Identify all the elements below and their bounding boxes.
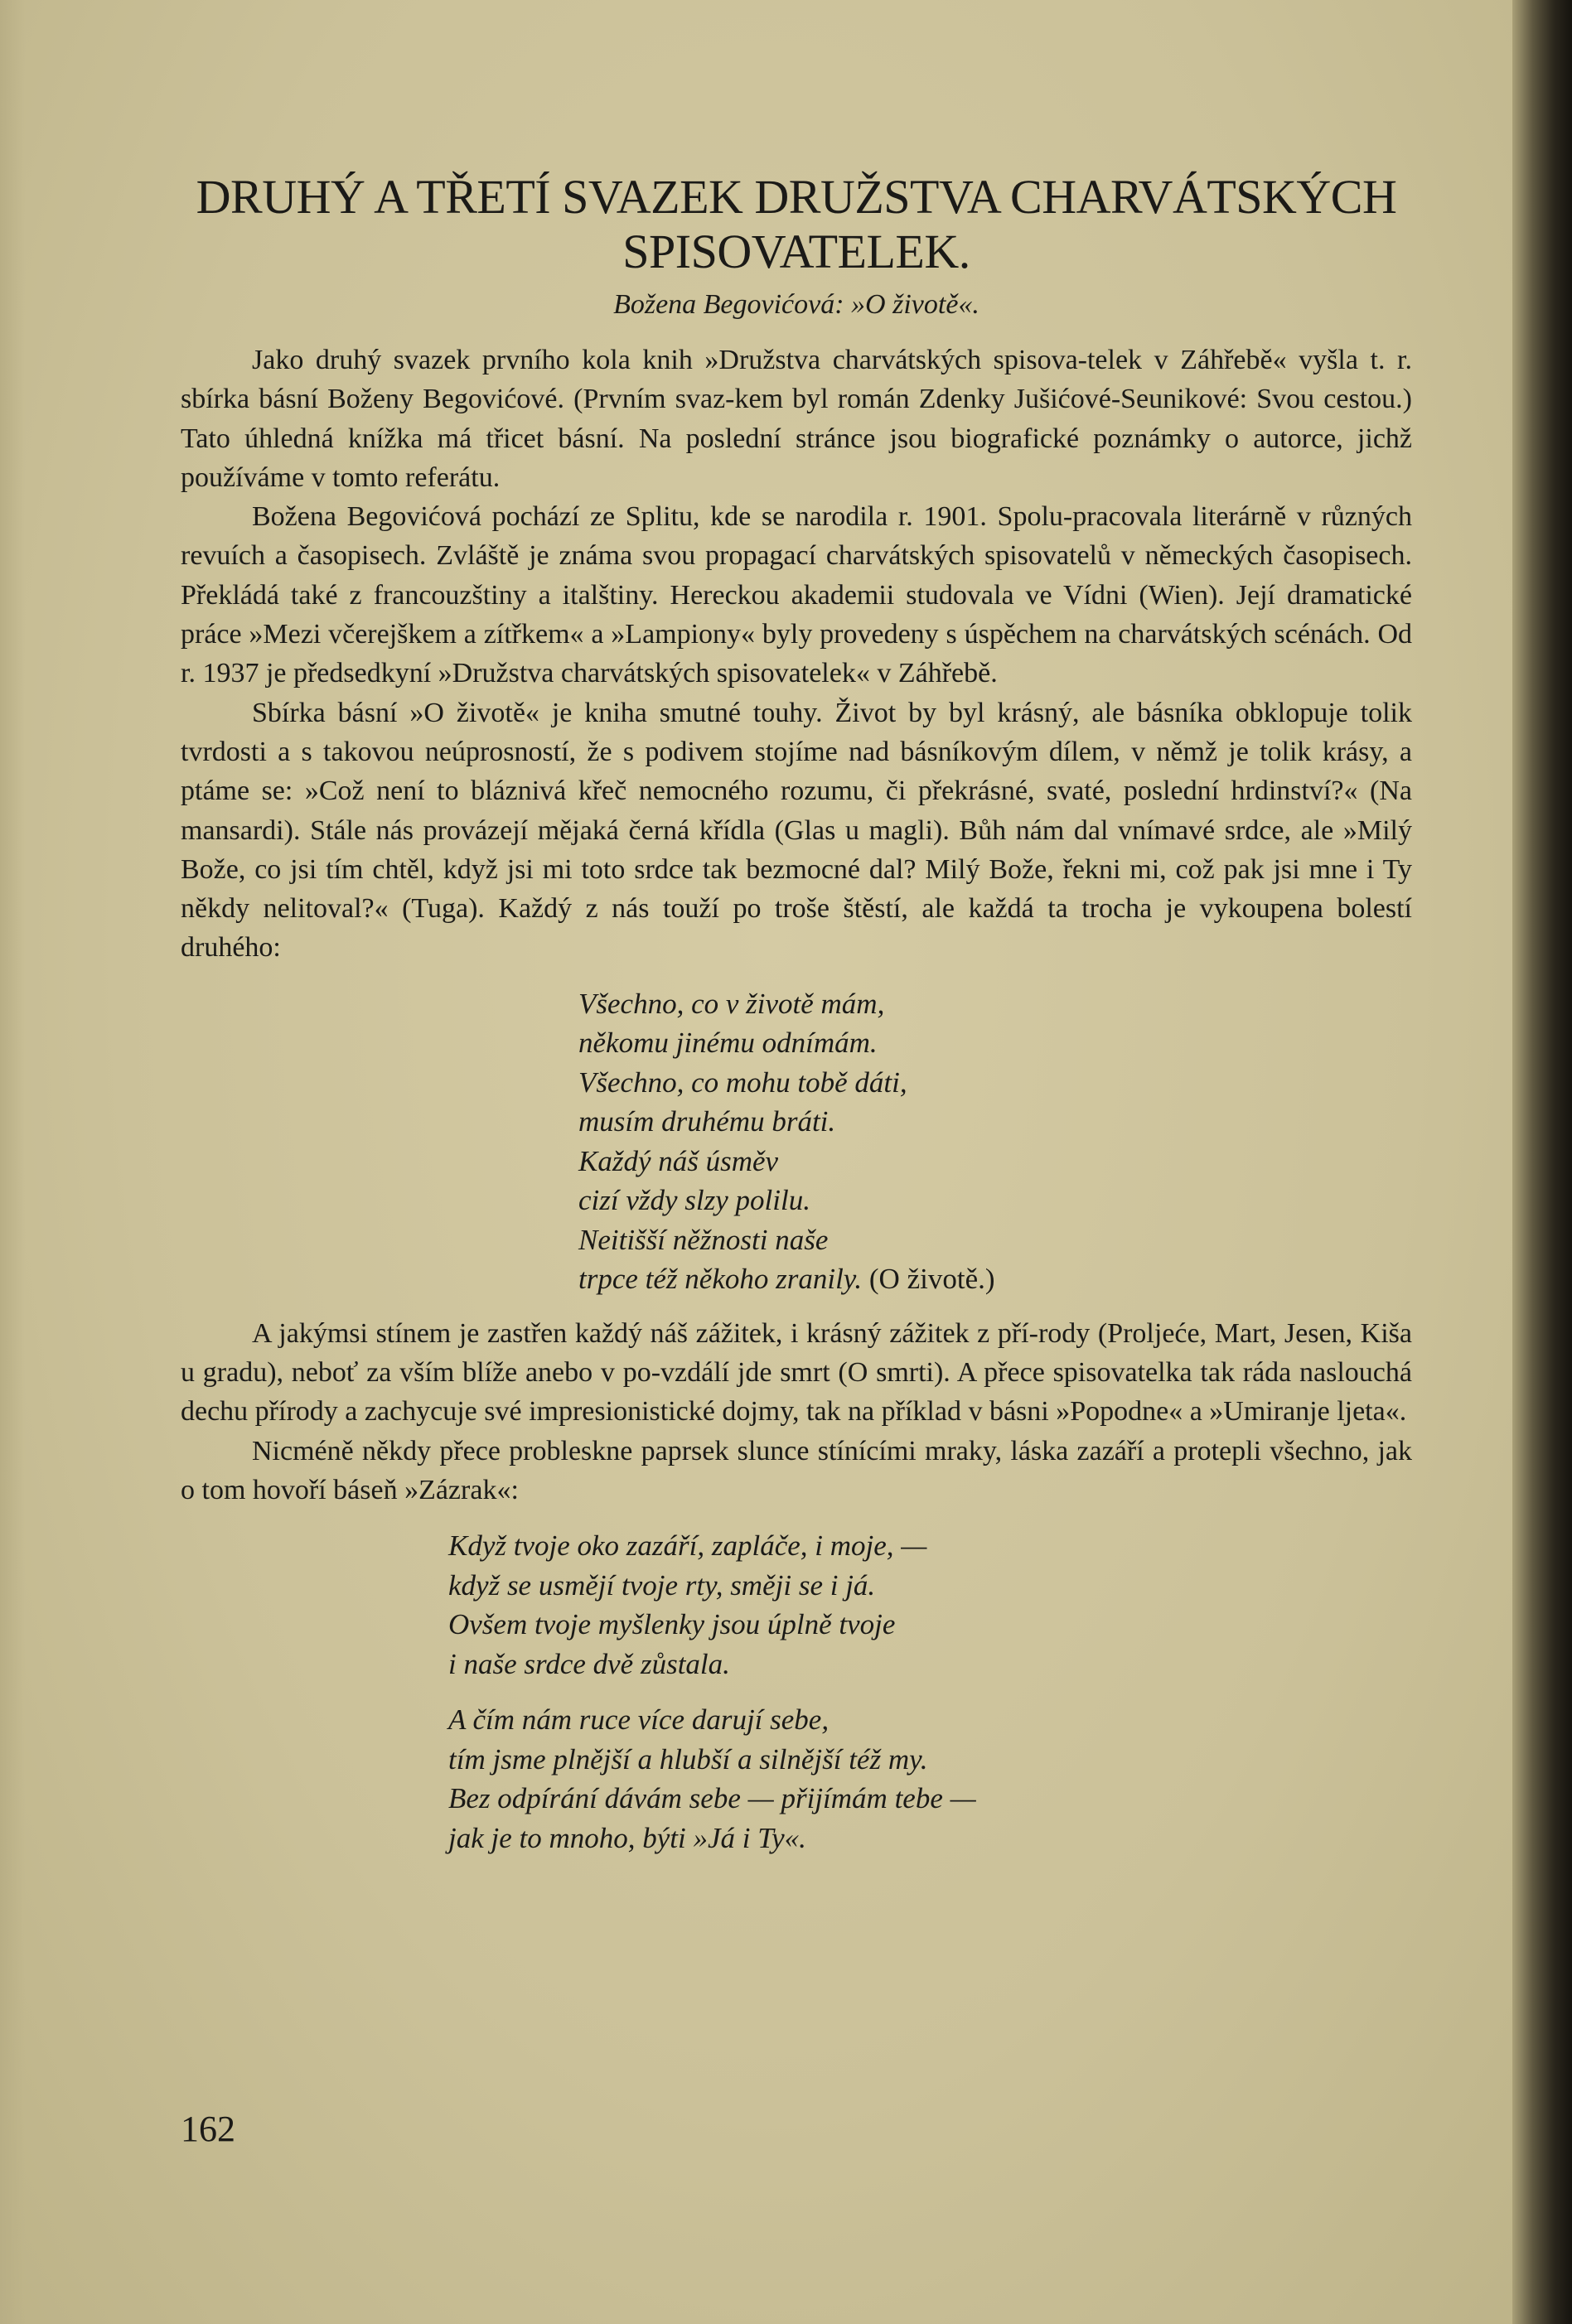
paragraph-4: A jakýmsi stínem je zastřen každý náš zážitek, i krásný zážitek z pří-rody (Proljeće, Mart, Jesen, Kiša u gradu), neboť za vším blíže anebo v po-vzdálí jde smrt (O smrti). A přece spisovatelka tak ráda naslouchá dechu přírody a zachycuje své impresionistické dojmy, tak na příklad v básni »Popodne« a »Umiranje ljeta«. bbox=[181, 1317, 1412, 1428]
article bbox=[181, 170, 1412, 1872]
page-left-edge bbox=[0, 0, 25, 2324]
book-spine-shadow bbox=[1512, 0, 1572, 2324]
poem-line: někomu jinému odnímám. bbox=[578, 1027, 878, 1060]
poem-line: Každý náš úsměv bbox=[578, 1144, 779, 1177]
poem-line: Všechno, co v životě mám, bbox=[578, 987, 885, 1020]
poem-line: Všechno, co mohu tobě dáti, bbox=[578, 1065, 907, 1099]
poem-line-text: trpce též někoho zranily. bbox=[578, 1263, 863, 1296]
poem-line-last bbox=[578, 1259, 1412, 1299]
poem-line: A čím nám ruce více darují sebe, bbox=[448, 1703, 830, 1737]
poem-line: i naše srdce dvě zůstala. bbox=[448, 1647, 730, 1680]
poem-line: tím jsme plnější a hlubší a silnější též my. bbox=[448, 1742, 928, 1776]
paragraph-3: Sbírka básní »O životě« je kniha smutné touhy. Život by byl krásný, ale básníka obklopuje tolik tvrdosti a s takovou neúprosností, že s podivem stojíme nad básníkovým dílem, v němž je tolik krásy, a ptáme se: »Což není to bláznivá křeč nemocného rozumu, či překrásné, svaté, poslední hrdinství?« (Na mansardi). Stále nás provázejí mějaká černá křídla (Glas u magli). Bůh nám dal vnímavé srdce, ale »Milý Bože, co jsi tím chtěl, když jsi mi toto srdce tak bezmocné dal? Milý Bože, řekni mi, což pak jsi mne i Ty někdy nelitoval?« (Tuga). Každý z nás touží po troše štěstí, ale každá ta trocha je vykoupena bolestí druhého: bbox=[181, 697, 1412, 964]
poem-line: Bez odpírání dávám sebe — přijímám tebe — bbox=[448, 1782, 976, 1815]
article-subtitle: Božena Begovićová: »O životě«. bbox=[613, 289, 979, 320]
paragraph-1: Jako druhý svazek prvního kola knih »Družstva charvátských spisova-telek v Záhřebě« vyšla t. r. sbírka básní Boženy Begovićové. (Prvním svaz-kem byl román Zdenky Jušićové-Seunikové: Svou cestou.) Tato úhledná knížka má třicet básní. Na poslední stránce jsou biografické poznámky o autorce, jichž používáme v tomto referátu. bbox=[181, 345, 1412, 493]
stanza-gap bbox=[448, 1684, 1412, 1700]
poem-o-zivote bbox=[578, 984, 1412, 1299]
poem-line: Když tvoje oko zazáří, zapláče, i moje, — bbox=[448, 1529, 927, 1563]
poem-line: Neitišší něžnosti naše bbox=[578, 1223, 829, 1256]
paragraph-2: Božena Begovićová pochází ze Splitu, kde se narodila r. 1901. Spolu-pracovala literárně v různých revuích a časopisech. Zvláště je známa svou propagací charvátských spisovatelů v německých časopisech. Překládá také z francouzštiny a italštiny. Hereckou akademii studovala ve Vídni (Wien). Její dramatické práce »Mezi včerejškem a zítřkem« a »Lampiony« byly provedeny s úspěchem na charvátských scénách. Od r. 1937 je předsedkyní »Družstva charvátských spisovatelek« v Záhřebě. bbox=[181, 501, 1412, 689]
paragraph-5: Nicméně někdy přece probleskne paprsek slunce stínícími mraky, láska zazáří a protepli všechno, jak o tom hovoří báseň »Zázrak«: bbox=[181, 1435, 1412, 1505]
poem-line: jak je to mnoho, býti »Já i Ty«. bbox=[448, 1821, 806, 1854]
poem-source: (O životě.) bbox=[868, 1263, 995, 1296]
poem-line: musím druhému bráti. bbox=[578, 1105, 836, 1138]
poem-zazrak bbox=[448, 1526, 1412, 1858]
page-number: 162 bbox=[181, 2109, 235, 2149]
article-title: DRUHÝ A TŘETÍ SVAZEK DRUŽSTVA CHARVÁTSKÝCH SPISOVATELEK. bbox=[196, 170, 1397, 278]
poem-line: když se usmějí tvoje rty, směji se i já. bbox=[448, 1568, 876, 1602]
poem-line: Ovšem tvoje myšlenky jsou úplně tvoje bbox=[448, 1608, 896, 1641]
poem-line: cizí vždy slzy polilu. bbox=[578, 1184, 810, 1217]
